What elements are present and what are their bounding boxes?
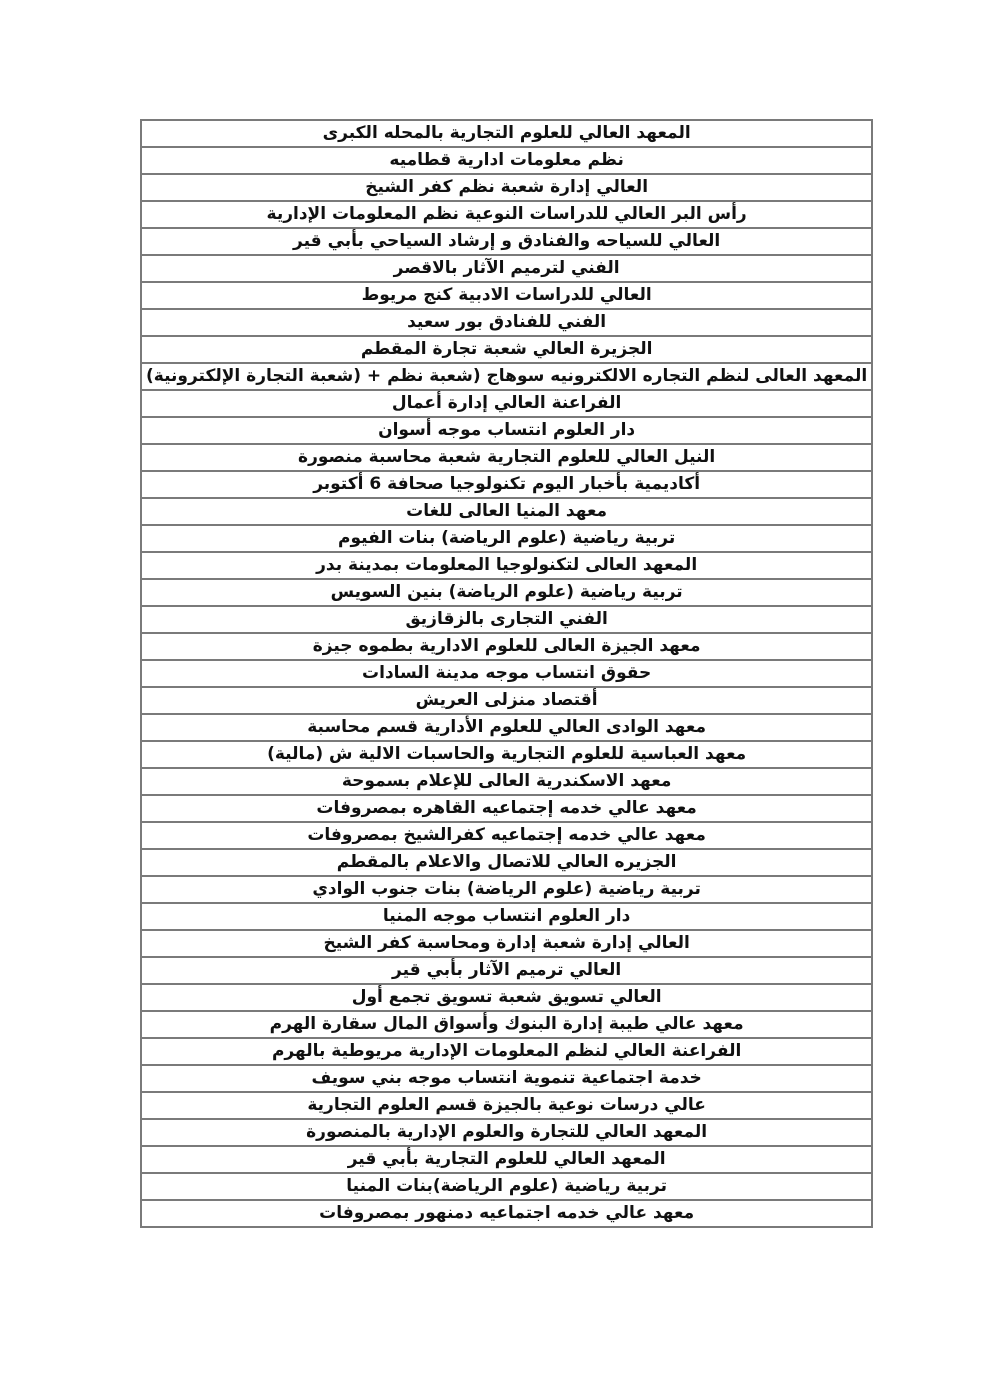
institute-name-cell: الفراعنة العالي إدارة أعمال — [141, 390, 872, 417]
table-row — [141, 147, 872, 174]
table-row — [141, 741, 872, 768]
institute-name-cell: أقتصاد منزلى العريش — [141, 687, 872, 714]
institute-name-cell: النيل العالي للعلوم التجارية شعبة محاسبة منصورة — [141, 444, 872, 471]
institute-name-cell: العالي إدارة شعبة نظم كفر الشيخ — [141, 174, 872, 201]
institute-name-cell: معهد الاسكندرية العالى للإعلام بسموحة — [141, 768, 872, 795]
table-row — [141, 120, 872, 147]
table-row — [141, 309, 872, 336]
table-row — [141, 1065, 872, 1092]
institute-name-cell: معهد عالي طيبة إدارة البنوك وأسواق المال سقارة الهرم — [141, 1011, 872, 1038]
institute-name-cell: دار العلوم انتساب موجه أسوان — [141, 417, 872, 444]
institute-name-cell: دار العلوم انتساب موجه المنيا — [141, 903, 872, 930]
table-row — [141, 768, 872, 795]
table-row — [141, 984, 872, 1011]
table-row — [141, 957, 872, 984]
institute-name-cell: المعهد العالى لنظم التجاره الالكترونيه سوهاج (شعبة نظم + (شعبة التجارة الإلكترونية) — [141, 363, 872, 390]
table-row — [141, 606, 872, 633]
institute-name-cell: حقوق انتساب موجه مدينة السادات — [141, 660, 872, 687]
table-row — [141, 525, 872, 552]
institute-name-cell: العالي ترميم الآثار بأبي قير — [141, 957, 872, 984]
institute-name-cell: تربية رياضية (علوم الرياضة)بنات المنيا — [141, 1173, 872, 1200]
table-row — [141, 201, 872, 228]
institute-name-cell: معهد عالي خدمه اجتماعيه دمنهور بمصروفات — [141, 1200, 872, 1227]
table-row — [141, 390, 872, 417]
table-row — [141, 498, 872, 525]
institute-name-cell: معهد عالي خدمه إجتماعيه القاهره بمصروفات — [141, 795, 872, 822]
institute-name-cell: الفني التجارى بالزقازيق — [141, 606, 872, 633]
institute-name-cell: المعهد العالي للتجارة والعلوم الإدارية بالمنصورة — [141, 1119, 872, 1146]
table-row — [141, 1092, 872, 1119]
institute-name-cell: العالي للسياحه والفنادق و إرشاد السياحي بأبي قير — [141, 228, 872, 255]
table-row — [141, 1146, 872, 1173]
table-row — [141, 1173, 872, 1200]
table-row — [141, 255, 872, 282]
table-row — [141, 1200, 872, 1227]
institute-name-cell: المعهد العالي للعلوم التجارية بأبي قير — [141, 1146, 872, 1173]
institute-name-cell: تربية رياضية (علوم الرياضة) بنين السويس — [141, 579, 872, 606]
table-row — [141, 579, 872, 606]
institute-name-cell: معهد الوادى العالي للعلوم الأدارية قسم محاسبة — [141, 714, 872, 741]
institute-name-cell: نظم معلومات ادارية قطاميه — [141, 147, 872, 174]
table-row — [141, 849, 872, 876]
table-row — [141, 876, 872, 903]
table-row — [141, 660, 872, 687]
institute-name-cell: تربية رياضية (علوم الرياضة) بنات الفيوم — [141, 525, 872, 552]
institute-name-cell: المعهد العالي للعلوم التجارية بالمحله الكبرى — [322, 123, 691, 143]
table-row — [141, 1011, 872, 1038]
institute-name-cell: معهد العباسية للعلوم التجارية والحاسبات الالية ش (مالية) — [141, 741, 872, 768]
institute-name-cell: الجزيرة العالي شعبة تجارة المقطم — [141, 336, 872, 363]
institute-name-cell: معهد عالي خدمه إجتماعيه كفرالشيخ بمصروفات — [141, 822, 872, 849]
table-row — [141, 552, 872, 579]
institute-name-cell: العالي تسويق شعبة تسويق تجمع أول — [141, 984, 872, 1011]
institute-name-cell: الفراعنة العالي لنظم المعلومات الإدارية مريوطية بالهرم — [141, 1038, 872, 1065]
institute-name-cell: العالي إدارة شعبة إدارة ومحاسبة كفر الشيخ — [141, 930, 872, 957]
table-row — [141, 174, 872, 201]
table-row — [141, 282, 872, 309]
table-row — [141, 687, 872, 714]
table-row — [141, 903, 872, 930]
table-row — [141, 1038, 872, 1065]
table-row — [141, 1119, 872, 1146]
institute-name-cell: الفني للفنادق بور سعيد — [141, 309, 872, 336]
table-row — [141, 930, 872, 957]
table-row — [141, 471, 872, 498]
institute-name-cell: تربية رياضية (علوم الرياضة) بنات جنوب الوادي — [141, 876, 872, 903]
institute-name-cell: معهد المنيا العالى للغات — [141, 498, 872, 525]
institute-name-cell: أكاديمية بأخبار اليوم تكنولوجيا صحافة 6 أكتوبر — [141, 471, 872, 498]
institute-name-cell: المعهد العالى لتكنولوجيا المعلومات بمدينة بدر — [141, 552, 872, 579]
table-row — [141, 795, 872, 822]
institute-name-cell: رأس البر العالي للدراسات النوعية نظم المعلومات الإدارية — [141, 201, 872, 228]
institute-name-cell: خدمة اجتماعية تنموية انتساب موجه بني سويف — [141, 1065, 872, 1092]
institutes-table — [140, 119, 873, 1228]
institute-name-cell: عالي درسات نوعية بالجيزة قسم العلوم التجارية — [141, 1092, 872, 1119]
table-row — [141, 444, 872, 471]
table-row — [141, 822, 872, 849]
institute-name-cell: الجزيره العالي للاتصال والاعلام بالمقطم — [141, 849, 872, 876]
institute-name-cell: الفني لترميم الآثار بالاقصر — [141, 255, 872, 282]
institute-name-cell: معهد الجيزة العالى للعلوم الادارية بطموه جيزة — [141, 633, 872, 660]
institute-name-cell: العالي للدراسات الادبية كنج مريوط — [141, 282, 872, 309]
table-row — [141, 417, 872, 444]
institutes-table-body — [141, 120, 872, 1227]
table-row — [141, 714, 872, 741]
table-row — [141, 228, 872, 255]
table-row — [141, 336, 872, 363]
table-row — [141, 633, 872, 660]
table-row — [141, 363, 872, 390]
